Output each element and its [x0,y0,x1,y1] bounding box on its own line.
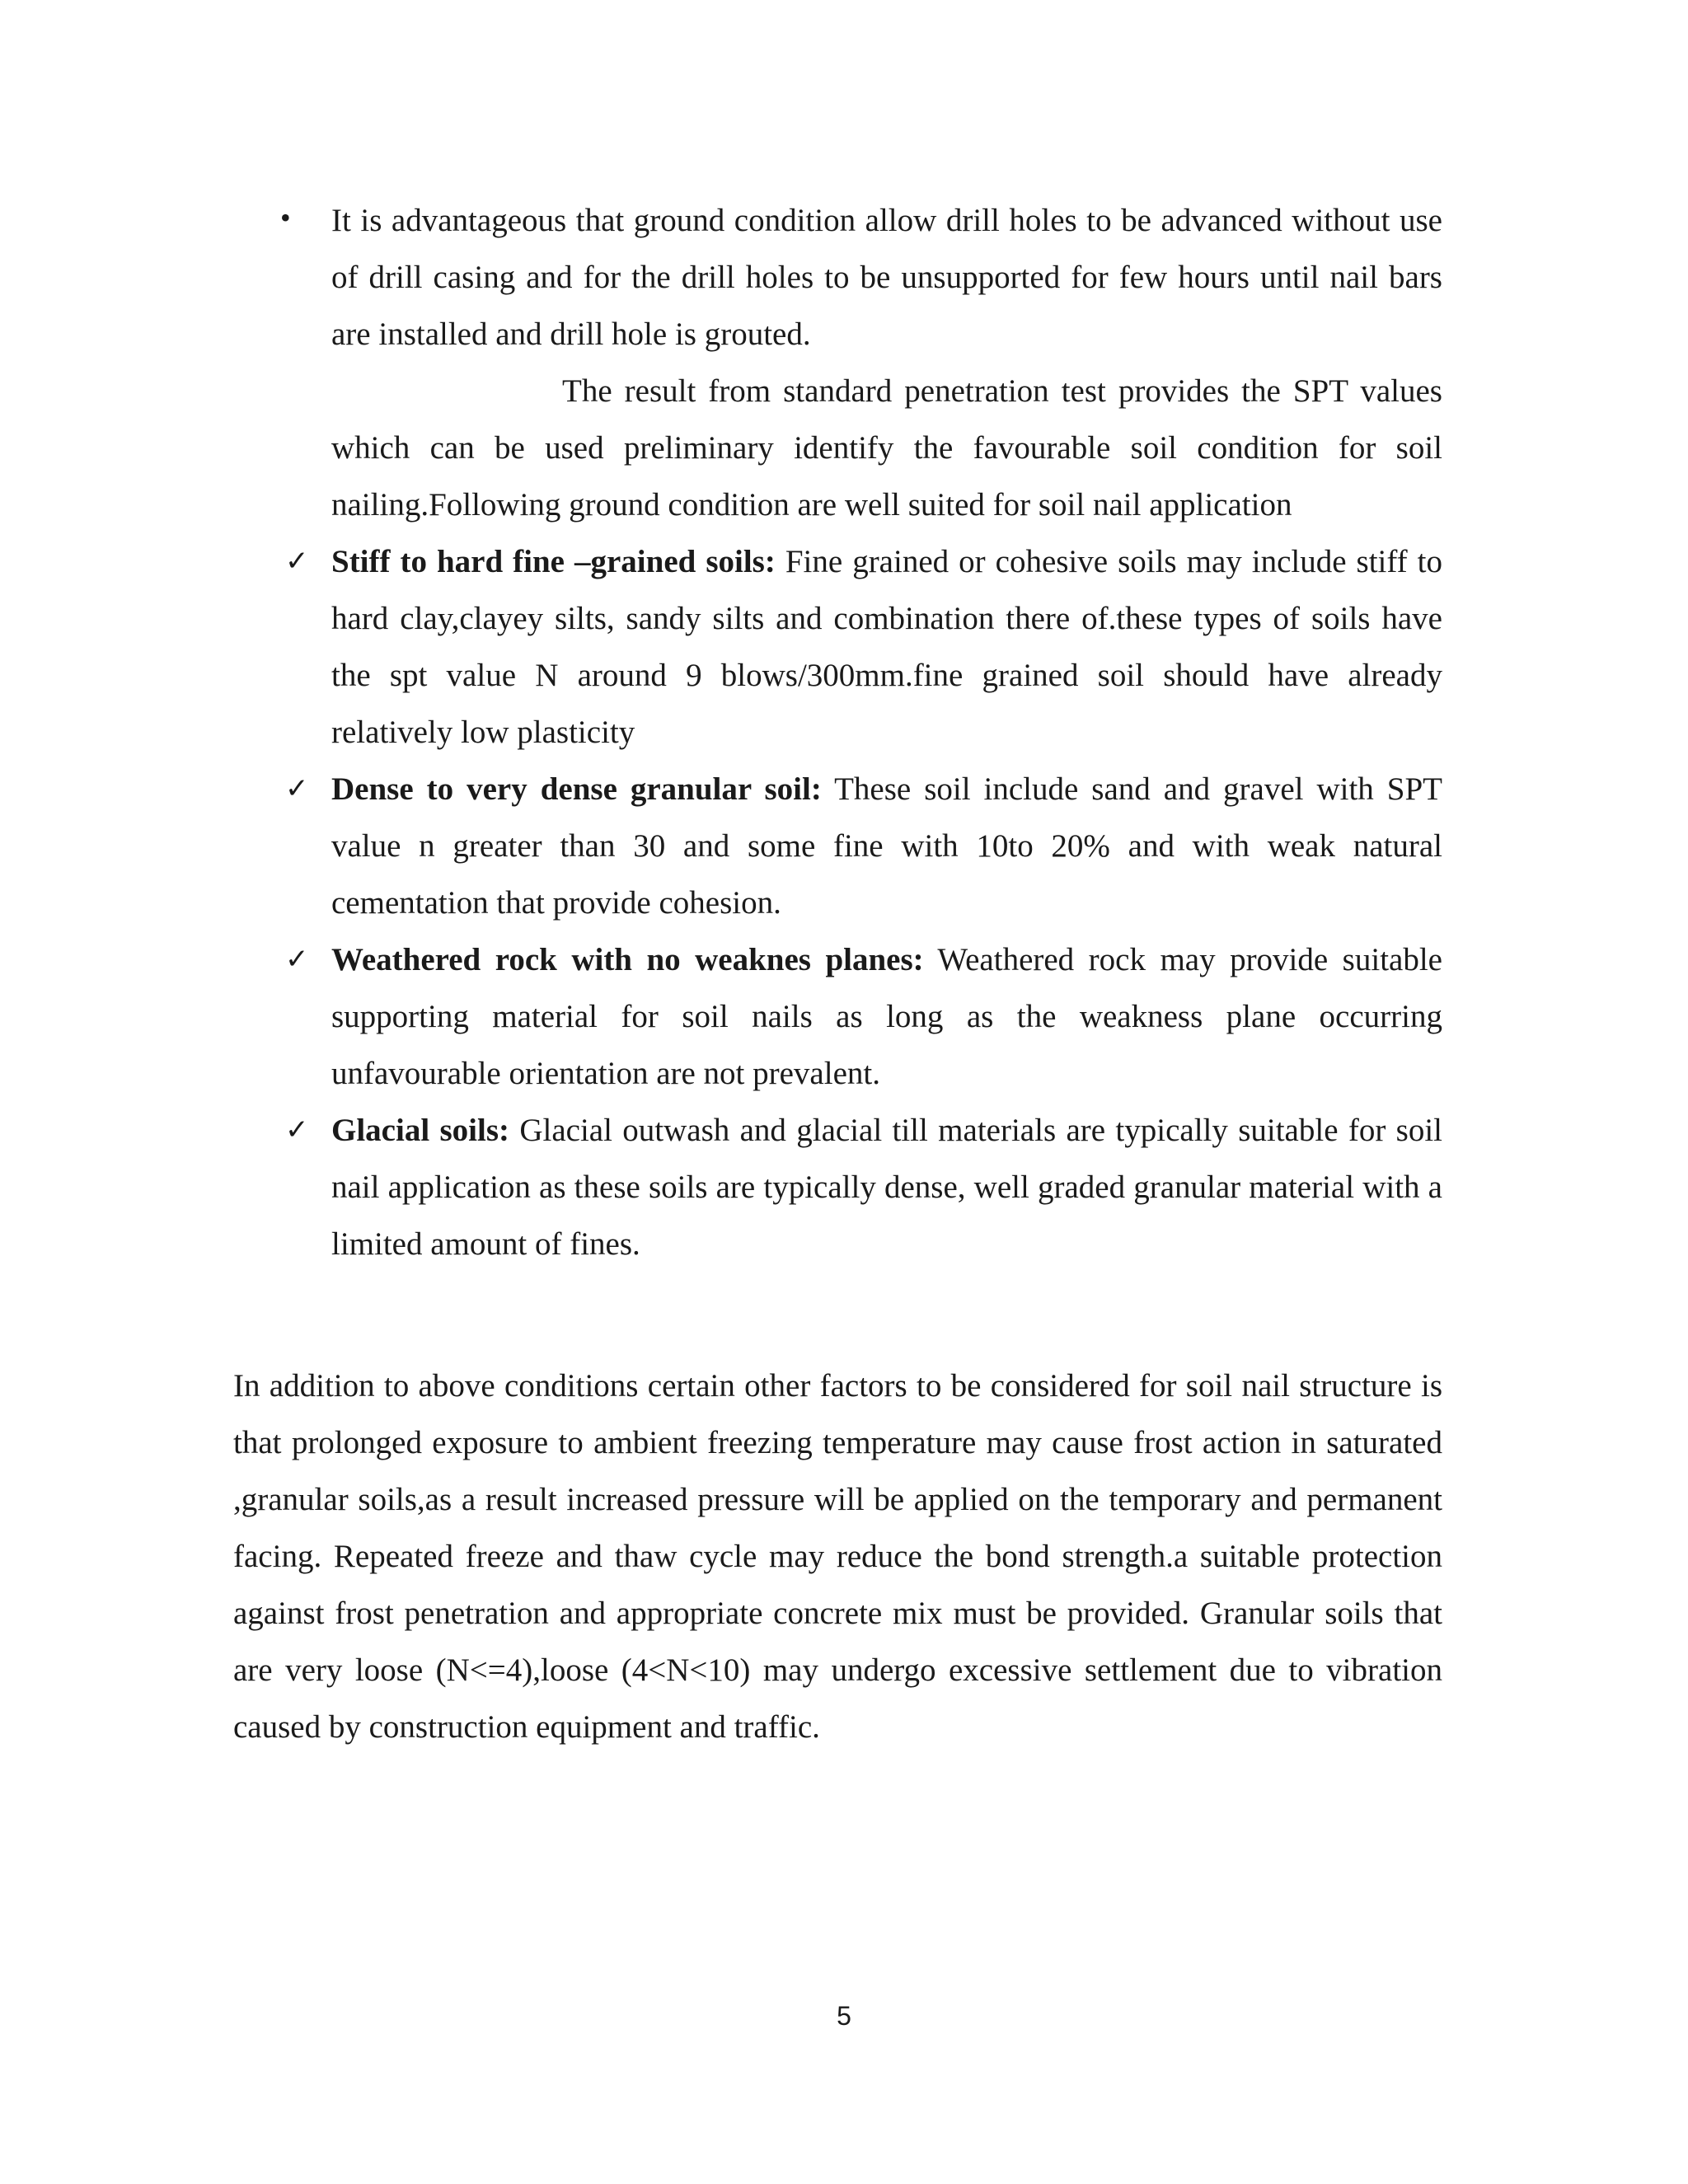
condition-text: These soil include sand and gravel with SPT value n greater than 30 and some fine with 10to 20% and with weak natural cementation that provide cohesion. [331,771,1442,921]
condition-item-glacial-soils [285,1102,1442,1272]
spt-paragraph: The result from standard penetration test provides the SPT values which can be used preliminary identify the favourable soil condition for soil nailing.Following ground condition are well suited for soil nail application [331,373,1442,523]
condition-text: Weathered rock may provide suitable supporting material for soil nails as long as the weakness plane occurring unfavourable orientation are not prevalent. [331,942,1442,1091]
page-number: 5 [837,2001,851,2031]
checkmark-icon: ✓ [285,943,309,976]
condition-heading: Dense to very dense granular soil: [331,771,822,807]
condition-heading: Stiff to hard fine –grained soils: [331,544,776,579]
checkmark-icon: ✓ [285,772,309,805]
condition-text: Glacial outwash and glacial till materials are typically suitable for soil nail application as these soils are typically dense, well graded granular material with a limited amount of fines. [331,1113,1442,1262]
closing-paragraph: In addition to above conditions certain other factors to be considered for soil nail structure is that prolonged exposure to ambient freezing temperature may cause frost action in saturated ,granular soils,as a result increased pressure will be applied on the temporary and permanent facing. Repeated freeze and thaw cycle may reduce the bond strength.a suitable protection against frost penetration and appropriate concrete mix must be provided. Granular soils that are very loose (N<=4),loose (4<N<10) may undergo excessive settlement due to vibration caused by construction equipment and traffic. [233,1368,1442,1745]
condition-text: Fine grained or cohesive soils may include stiff to hard clay,clayey silts, sandy silts and combination there of.these types of soils have the spt value N around 9 blows/300mm.fine grained soil should have already relatively low plasticity [331,544,1443,750]
bullet-intro-text: It is advantageous that ground condition allow drill holes to be advanced without use of drill casing and for the drill holes to be unsupported for few hours until nail bars are installed and drill hole is grouted. [331,203,1442,352]
condition-heading: Weathered rock with no weaknes planes: [331,942,924,977]
condition-item-weathered-rock [285,931,1442,1102]
condition-item-granular-soil [285,761,1442,931]
bullet-list-section [285,192,1443,1272]
condition-heading: Glacial soils: [331,1113,509,1148]
checkmark-icon: ✓ [285,545,309,578]
checkmark-icon: ✓ [285,1113,309,1146]
bullet-marker: • [280,201,291,234]
condition-item-stiff-soils [285,533,1443,761]
